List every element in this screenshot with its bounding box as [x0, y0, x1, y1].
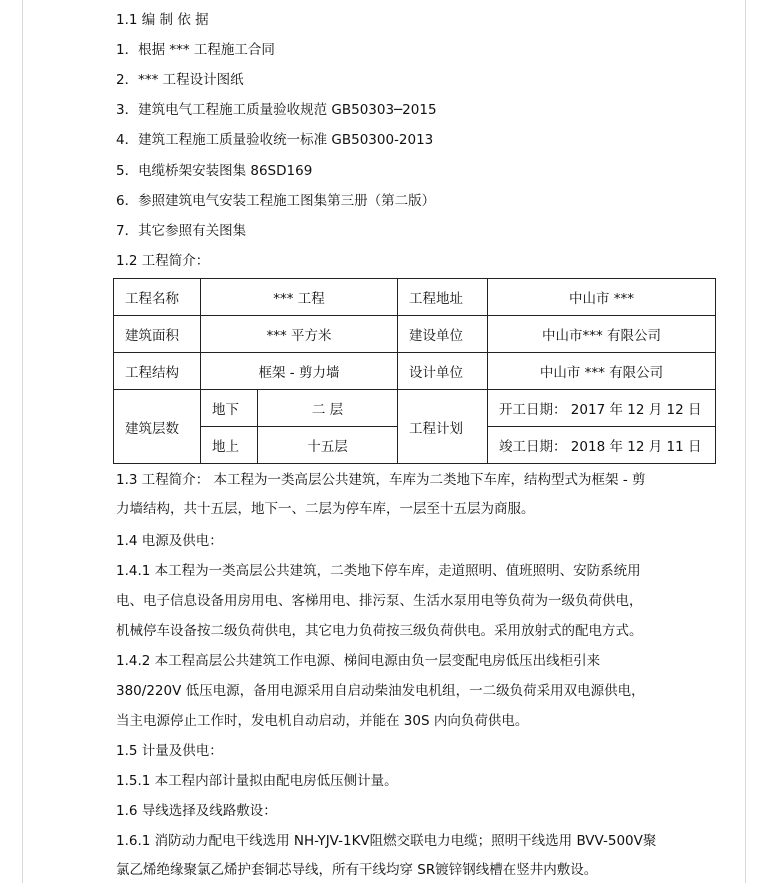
table-cell: 建筑面积: [114, 316, 201, 353]
table-cell: 工程计划: [398, 390, 488, 464]
page-edge-right: [745, 0, 746, 883]
paragraph-1-4-2-line-2: 380/220V 低压电源，备用电源采用自启动柴油发电机组，一二级负荷采用双电源供电，: [116, 683, 645, 699]
paragraph-1-4-1-line-1: 1.4.1 本工程为一类高层公共建筑，二类地下停车库，走道照明、值班照明、安防系统用: [116, 563, 641, 579]
table-cell: 中山市 ***: [488, 279, 716, 316]
table-cell: 工程地址: [398, 279, 488, 316]
table-cell: 建设单位: [398, 316, 488, 353]
table-cell: 二 层: [258, 390, 398, 427]
table-cell: 竣工日期： 2018 年 12 月 11 日: [488, 427, 716, 464]
heading-1-2: 1.2 工程简介：: [116, 253, 210, 269]
table-cell: 地上: [201, 427, 258, 464]
table-row: [114, 390, 716, 427]
basis-item-4: 4．建筑工程施工质量验收统一标准 GB50300-2013: [116, 132, 434, 148]
project-info-table: [113, 278, 716, 464]
page-edge-left: [22, 0, 23, 883]
table-cell: 开工日期： 2017 年 12 月 12 日: [488, 390, 716, 427]
table-cell: 中山市 *** 有限公司: [488, 353, 716, 390]
table-cell: 建筑层数: [114, 390, 201, 464]
table-cell: *** 工程: [201, 279, 398, 316]
paragraph-1-4-1-line-2: 电、电子信息设备用房用电、客梯用电、排污泵、生活水泵用电等负荷为一级负荷供电，: [116, 593, 643, 609]
basis-item-3: 3．建筑电气工程施工质量验收规范 GB50303─2015: [116, 102, 437, 118]
paragraph-1-3-line-1: 1.3 工程简介： 本工程为一类高层公共建筑，车库为二类地下车库，结构型式为框架 - 剪: [116, 472, 646, 488]
table-cell: 设计单位: [398, 353, 488, 390]
table-row: [114, 316, 716, 353]
paragraph-1-6-1-line-2: 氯乙烯绝缘聚氯乙烯护套铜芯导线，所有干线均穿 SR镀锌钢线槽在竖井内敷设。: [116, 862, 598, 878]
heading-1-6: 1.6 导线选择及线路敷设：: [116, 803, 277, 819]
paragraph-1-4-1-line-3: 机械停车设备按二级负荷供电，其它电力负荷按三级负荷供电。采用放射式的配电方式。: [116, 623, 643, 639]
basis-item-2: 2．*** 工程设计图纸: [116, 72, 244, 88]
table-cell: 中山市*** 有限公司: [488, 316, 716, 353]
table-row: [114, 353, 716, 390]
paragraph-1-5-1: 1.5.1 本工程内部计量拟由配电房低压侧计量。: [116, 773, 398, 789]
paragraph-1-4-2-line-3: 当主电源停止工作时，发电机自动启动，并能在 30S 内向负荷供电。: [116, 713, 529, 729]
paragraph-1-6-1-line-1: 1.6.1 消防动力配电干线选用 NH-YJV-1KV阻燃交联电力电缆；照明干线选用 BVV-500V聚: [116, 833, 657, 849]
basis-item-7: 7．其它参照有关图集: [116, 223, 247, 239]
table-cell: 框架 - 剪力墙: [201, 353, 398, 390]
heading-1-5: 1.5 计量及供电：: [116, 743, 223, 759]
paragraph-1-4-2-line-1: 1.4.2 本工程高层公共建筑工作电源、梯间电源由负一层变配电房低压出线柜引来: [116, 653, 601, 669]
table-cell: 十五层: [258, 427, 398, 464]
heading-1-4: 1.4 电源及供电：: [116, 533, 223, 549]
basis-item-6: 6．参照建筑电气安装工程施工图集第三册（第二版）: [116, 193, 436, 209]
heading-1-1: 1.1 编 制 依 据: [116, 12, 209, 28]
basis-item-1: 1．根据 *** 工程施工合同: [116, 42, 275, 58]
table-cell: 工程结构: [114, 353, 201, 390]
table-cell: *** 平方米: [201, 316, 398, 353]
paragraph-1-3-line-2: 力墙结构，共十五层，地下一、二层为停车库，一层至十五层为商服。: [116, 501, 535, 517]
basis-item-5: 5．电缆桥架安装图集 86SD169: [116, 163, 313, 179]
table-cell: 地下: [201, 390, 258, 427]
table-cell: 工程名称: [114, 279, 201, 316]
table-row: [114, 279, 716, 316]
